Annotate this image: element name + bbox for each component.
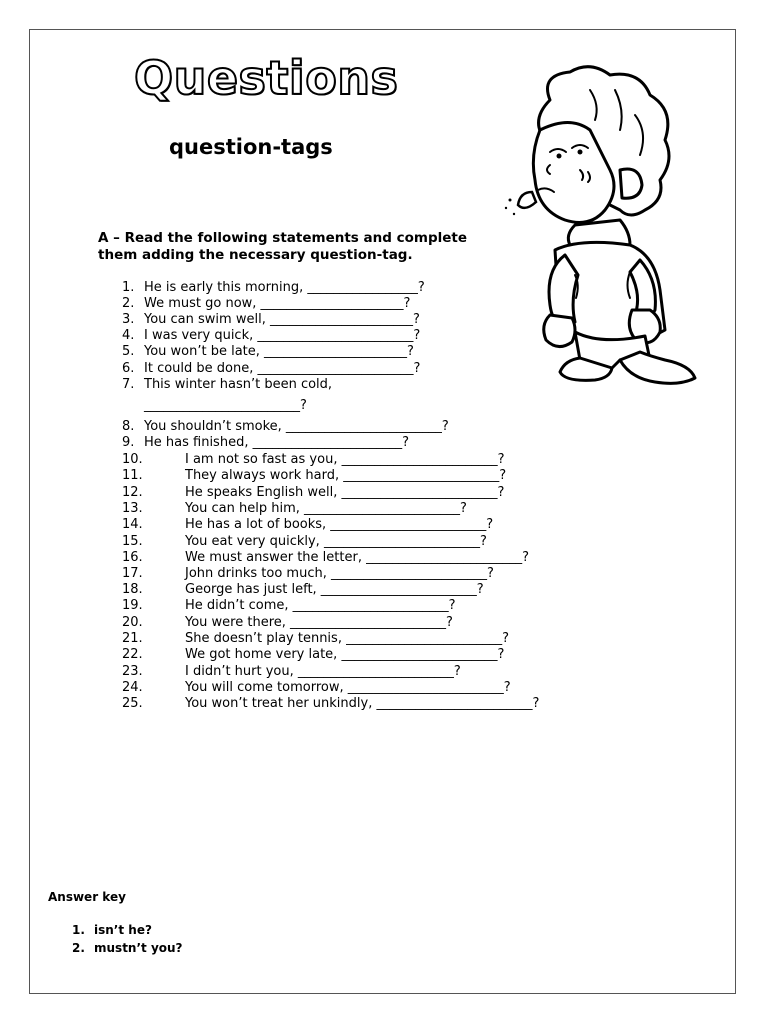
- exercise-item: [122, 582, 484, 598]
- page-subtitle: question-tags: [169, 135, 333, 159]
- exercise-item-number: 18.: [122, 582, 143, 597]
- exercise-item-text: You can swim well, ______________________?: [144, 312, 420, 327]
- exercise-item-text: He didn’t come, ________________________?: [185, 598, 456, 613]
- exercise-item-text: You won’t treat her unkindly, ________________________?: [185, 696, 540, 711]
- exercise-item-number: 24.: [122, 680, 143, 695]
- exercise-item-text: You won’t be late, ______________________?: [144, 344, 414, 359]
- exercise-item-text: I am not so fast as you, ________________________?: [185, 452, 505, 467]
- exercise-item: [122, 631, 509, 647]
- exercise-item-number: 5.: [122, 344, 135, 359]
- cartoon-boy-tongue-out-icon: [480, 60, 720, 400]
- instruction-line-2: them adding the necessary question-tag.: [98, 247, 413, 263]
- exercise-item-number: 3.: [122, 312, 135, 327]
- exercise-item-number: 17.: [122, 566, 143, 581]
- answer-key-text: mustn’t you?: [94, 941, 183, 955]
- exercise-item-number: 22.: [122, 647, 143, 662]
- exercise-instruction: [98, 230, 498, 264]
- exercise-item: [122, 468, 506, 484]
- exercise-item-number: 19.: [122, 598, 143, 613]
- exercise-item-number: 1.: [122, 280, 135, 295]
- exercise-item: [122, 501, 467, 517]
- exercise-item: [122, 696, 539, 712]
- answer-key-number: 2.: [72, 941, 85, 955]
- exercise-item-text: We got home very late, ________________________?: [185, 647, 505, 662]
- exercise-item-text: It could be done, ________________________?: [144, 361, 421, 376]
- exercise-item: [122, 680, 511, 696]
- exercise-item-number: 15.: [122, 534, 143, 549]
- exercise-item-text: I didn’t hurt you, ________________________?: [185, 664, 461, 679]
- exercise-item-text: He is early this morning, _________________?: [144, 280, 425, 295]
- exercise-item-number: 16.: [122, 550, 143, 565]
- exercise-item-number: 14.: [122, 517, 143, 532]
- exercise-item: [122, 280, 425, 296]
- exercise-item: [122, 377, 332, 393]
- exercise-item-number: 20.: [122, 615, 143, 630]
- exercise-item: [122, 452, 504, 468]
- exercise-item: [122, 344, 414, 360]
- answer-key-text: isn’t he?: [94, 923, 152, 937]
- exercise-item-number: 23.: [122, 664, 143, 679]
- exercise-item: [122, 361, 420, 377]
- exercise-item-text: This winter hasn’t been cold,: [144, 377, 333, 392]
- page-title: Questions: [134, 51, 399, 105]
- exercise-item-number: 6.: [122, 361, 135, 376]
- exercise-item-text: You shouldn’t smoke, ________________________?: [144, 419, 449, 434]
- exercise-item: [122, 550, 529, 566]
- exercise-item-number: 7.: [122, 377, 135, 392]
- exercise-item: [122, 664, 461, 680]
- exercise-item-number: 12.: [122, 485, 143, 500]
- exercise-item: [122, 517, 493, 533]
- exercise-item-text: We must answer the letter, ________________________?: [185, 550, 529, 565]
- exercise-item-number: 13.: [122, 501, 143, 516]
- exercise-item-text: I was very quick, ________________________?: [144, 328, 421, 343]
- exercise-item-continuation: ________________________?: [144, 398, 307, 413]
- exercise-item: [122, 534, 487, 550]
- exercise-item-text: We must go now, ______________________?: [144, 296, 411, 311]
- exercise-item-number: 25.: [122, 696, 143, 711]
- exercise-item: [122, 296, 410, 312]
- answer-key-item: [72, 940, 183, 956]
- exercise-item: [122, 312, 420, 328]
- exercise-item: [122, 485, 504, 501]
- exercise-item-text: You were there, ________________________?: [185, 615, 453, 630]
- exercise-item: [122, 328, 420, 344]
- exercise-item: [122, 615, 453, 631]
- exercise-item-text: John drinks too much, ________________________?: [185, 566, 494, 581]
- exercise-item-number: 9.: [122, 435, 135, 450]
- instruction-line-1: A – Read the following statements and complete: [98, 230, 468, 246]
- exercise-item-text: They always work hard, ________________________?: [185, 468, 507, 483]
- exercise-item: [122, 647, 504, 663]
- exercise-item-text: He has finished, _______________________?: [144, 435, 409, 450]
- exercise-item: [122, 435, 409, 451]
- exercise-item-number: 2.: [122, 296, 135, 311]
- exercise-item-text: He speaks English well, ________________________?: [185, 485, 505, 500]
- exercise-item-text: She doesn’t play tennis, ________________________?: [185, 631, 509, 646]
- exercise-item: [122, 566, 494, 582]
- answer-key-number: 1.: [72, 923, 85, 937]
- exercise-item-text: You will come tomorrow, ________________________?: [185, 680, 511, 695]
- exercise-item-number: 21.: [122, 631, 143, 646]
- answer-key-title: Answer key: [48, 890, 126, 904]
- exercise-item-text: You can help him, ________________________?: [185, 501, 467, 516]
- exercise-item-number: 11.: [122, 468, 143, 483]
- exercise-item-number: 10.: [122, 452, 143, 467]
- exercise-item-number: 4.: [122, 328, 135, 343]
- answer-key-item: [72, 922, 152, 938]
- exercise-item-text: He has a lot of books, ________________________?: [185, 517, 494, 532]
- exercise-item: [122, 419, 449, 435]
- exercise-item-text: George has just left, ________________________?: [185, 582, 484, 597]
- exercise-item-number: 8.: [122, 419, 135, 434]
- exercise-item-text: You eat very quickly, ________________________?: [185, 534, 487, 549]
- exercise-item: [122, 598, 456, 614]
